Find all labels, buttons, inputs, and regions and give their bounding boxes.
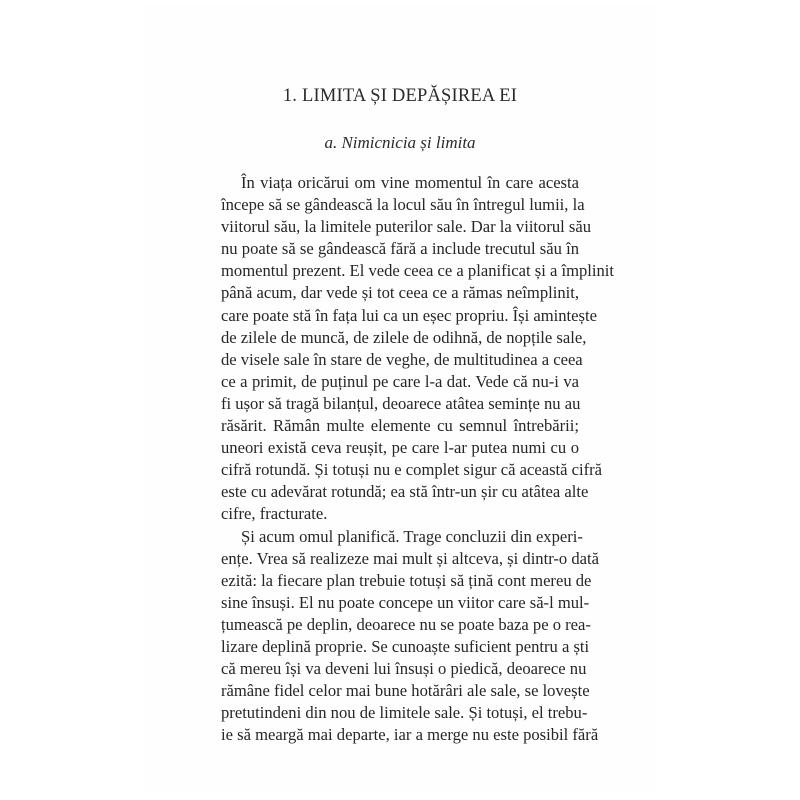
paragraph	[221, 172, 615, 526]
text-line: începe să se gândească la locul său în întregul lumii, la	[221, 195, 585, 215]
body-text	[221, 172, 615, 746]
chapter-title: 1. LIMITA ȘI DEPĂȘIREA EI	[282, 86, 518, 106]
text-line: ențe. Vrea să realizeze mai mult și altceva, și dintr-o dată	[221, 548, 600, 568]
text-line: rămâne fidel celor mai bune hotărâri ale sale, se lovește	[221, 681, 590, 701]
text-line: uneori există ceva reușit, pe care l-ar putea numi cu o	[221, 438, 579, 458]
text-line: ie să meargă mai departe, iar a merge nu este posibil fără	[221, 725, 599, 745]
text-line: cifră rotundă. Și totuși nu e complet sigur că această cifră	[221, 460, 603, 480]
text-line: care poate stă în fața lui ca un eșec propriu. Își amintește	[221, 305, 597, 325]
text-line: până acum, dar vede și tot ceea ce a rămas neîmplinit,	[221, 283, 579, 303]
text-line: Și acum omul planifică. Trage concluzii din experi-	[241, 526, 583, 546]
text-line: sine însuși. El nu poate concepe un viitor care să-l mul-	[221, 592, 590, 612]
text-line: răsărit. Rămân multe elemente cu semnul întrebării;	[221, 416, 579, 436]
text-line: ezită: la fiecare plan trebuie totuși să țină cont mereu de	[221, 570, 592, 590]
text-line: de zilele de muncă, de zilele de odihnă, de nopțile sale,	[221, 327, 587, 347]
text-line: de visele sale în stare de veghe, de multitudinea a ceea	[221, 349, 583, 369]
section-title: a. Nimicnicia și limita	[324, 133, 476, 152]
text-line: În viața oricărui om vine momentul în care acesta	[241, 173, 579, 192]
text-line: ce a primit, de puținul pe care l-a dat. Vede că nu-i va	[221, 371, 579, 391]
text-line: fi ușor să tragă bilanțul, deoarece atâtea semințe nu au	[221, 393, 581, 413]
text-line: pretutindeni din nou de limitele sale. Și totuși, el trebu-	[221, 703, 588, 723]
text-line: că mereu își va deveni lui însuși o piedică, deoarece nu	[221, 659, 587, 679]
text-line: momentul prezent. El vede ceea ce a planificat și a împlinit	[221, 261, 615, 281]
text-line: țumească pe deplin, deoarece nu se poate baza pe o rea-	[221, 614, 591, 634]
text-line: nu poate să se gândească fără a include trecutul său în	[221, 239, 579, 259]
paragraph	[221, 526, 600, 747]
text-line: este cu adevărat rotundă; ea stă într-un șir cu atâtea alte	[221, 482, 589, 502]
text-line: lizare deplină proprie. Se cunoaște suficient pentru a ști	[221, 636, 590, 656]
text-line: viitorul său, la limitele puterilor sale. Dar la viitorul său	[221, 217, 592, 237]
text-line: cifre, fracturate.	[221, 504, 328, 524]
